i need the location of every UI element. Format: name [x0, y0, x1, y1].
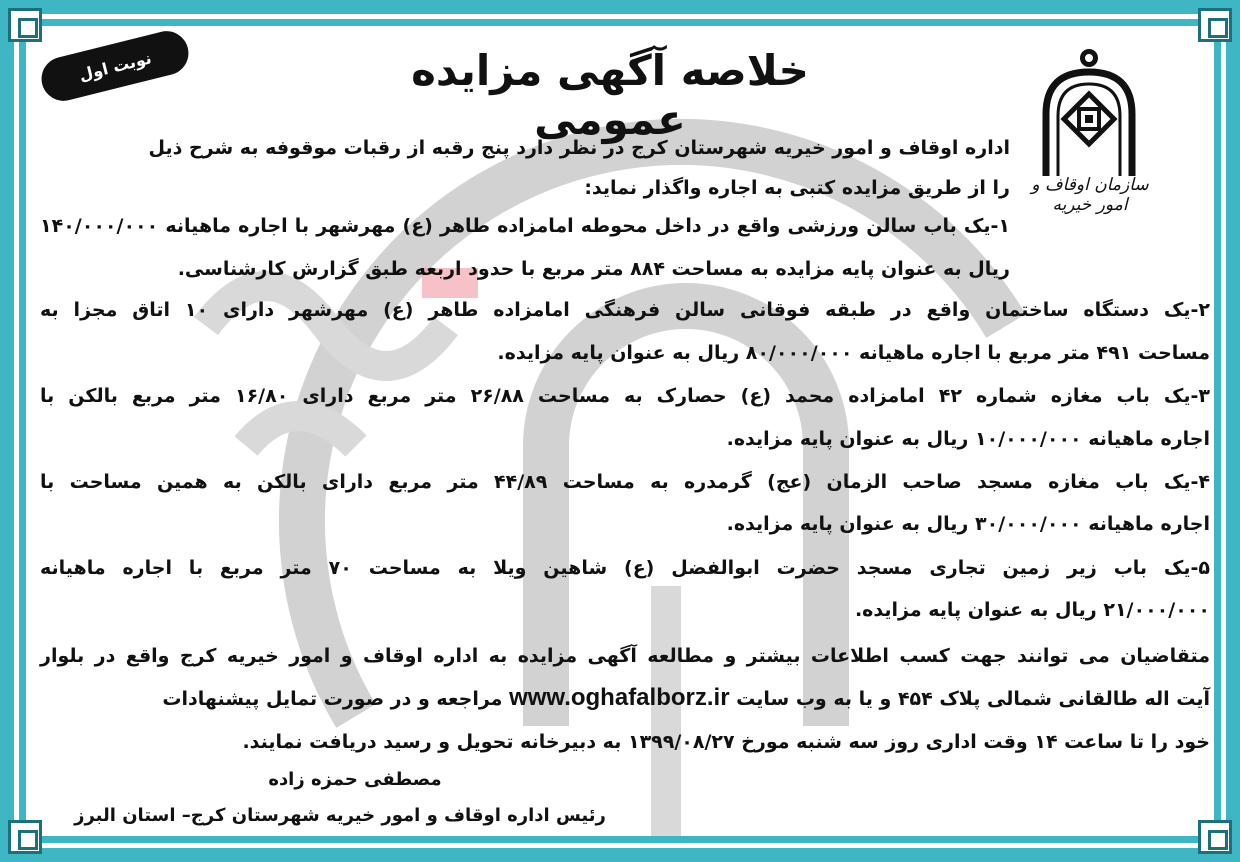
item-5-line: ۵-یک باب زیر زمین تجاری مسجد حضرت ابوالفضل (ع) شاهین ویلا به مساحت ۷۰ متر مربع با اجاره ماهیانه [40, 557, 1210, 579]
signature-name: مصطفی حمزه زاده [268, 769, 442, 790]
intro-line: اداره اوقاف و امور خیریه شهرستان کرج در نظر دارد پنج رقبه از رقبات موقوفه به شرح ذیل [148, 137, 1010, 159]
website-link[interactable]: www.oghafalborz.ir [509, 684, 730, 711]
logo-caption: سازمان اوقاف و امور خیریه [1031, 175, 1149, 215]
item-4-line: اجاره ماهیانه ۳۰/۰۰۰/۰۰۰ ریال به عنوان پایه مزایده. [726, 513, 1210, 535]
closing-line: متقاضیان می توانند جهت کسب اطلاعات بیشتر و مطالعه آگهی مزایده به اداره اوقاف و امور خیریه کرج واقع در بلوار [40, 645, 1210, 667]
frame-corner-ornament [1198, 8, 1232, 42]
round-badge: نوبت اول [37, 27, 193, 106]
signature-role: رئیس اداره اوقاف و امور خیریه شهرستان کرج– استان البرز [74, 805, 606, 826]
closing-line [40, 682, 1210, 714]
frame-corner-ornament [8, 8, 42, 42]
page-title: خلاصه آگهی مزایده عمومی [411, 46, 809, 144]
item-2-line: ۲-یک دستگاه ساختمان واقع در طبقه فوقانی سالن فرهنگی امامزاده طاهر (ع) مهرشهر دارای ۱۰ اتاق مجزا به [40, 299, 1210, 321]
item-2-line: مساحت ۴۹۱ متر مربع با اجاره ماهیانه ۸۰/۰۰۰/۰۰۰ ریال به عنوان پایه مزایده. [497, 342, 1210, 364]
item-3-line: ۳-یک باب مغازه شماره ۴۲ امامزاده محمد (ع) حصارک به مساحت ۲۶/۸۸ متر مربع دارای ۱۶/۸۰ متر مربع بالکن با [40, 385, 1210, 407]
frame-corner-ornament [8, 820, 42, 854]
item-3-line: اجاره ماهیانه ۱۰/۰۰۰/۰۰۰ ریال به عنوان پایه مزایده. [726, 428, 1210, 450]
closing-line: خود را تا ساعت ۱۴ وقت اداری روز سه شنبه مورخ ۱۳۹۹/۰۸/۲۷ به دبیرخانه تحویل و رسید دریافت نمایند. [242, 731, 1210, 753]
item-1-line: ۱-یک باب سالن ورزشی واقع در داخل محوطه امامزاده طاهر (ع) مهرشهر با اجاره ماهیانه ۱۴۰/۰۰۰/۰۰۰ [40, 215, 1010, 237]
closing-text: آیت اله طالقانی شمالی پلاک ۴۵۴ و یا به وب سایت [736, 688, 1210, 710]
item-4-line: ۴-یک باب مغازه مسجد صاحب الزمان (عج) گرمدره به مساحت ۴۴/۸۹ متر مربع دارای بالکن به همین مساحت با [40, 471, 1210, 493]
awqaf-emblem-icon [1034, 44, 1144, 194]
closing-text: مراجعه و در صورت تمایل پیشنهادات [162, 688, 503, 710]
intro-line: را از طریق مزایده کتبی به اجاره واگذار نماید: [584, 177, 1010, 199]
frame-corner-ornament [1198, 820, 1232, 854]
item-5-line: ۲۱/۰۰۰/۰۰۰ ریال به عنوان پایه مزایده. [854, 599, 1210, 621]
item-1-line: ریال به عنوان پایه مزایده به مساحت ۸۸۴ متر مربع با حدود اربعه طبق گزارش کارشناسی. [177, 258, 1010, 280]
